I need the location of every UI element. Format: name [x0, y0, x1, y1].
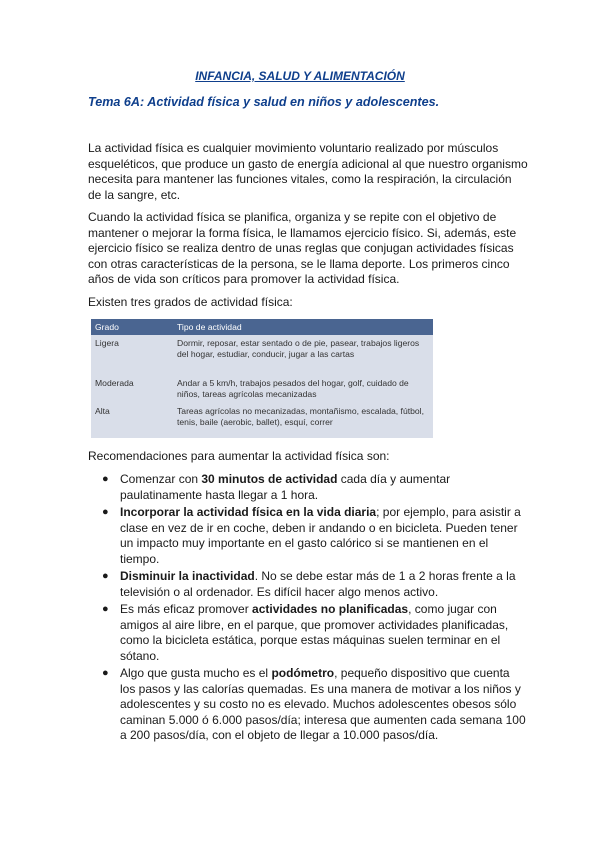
item-text: , como jugar con amigos al aire libre, en el parque, que promover actividades planificadas, como la bicicleta estática, porque estas máquinas suelen terminar en el sótano.	[120, 602, 509, 663]
list-item	[88, 472, 528, 503]
item-text: Comenzar con	[120, 472, 202, 486]
list-item	[88, 569, 528, 600]
bullet-icon: ●	[102, 570, 109, 582]
table-cell-tipo: Dormir, reposar, estar sentado o de pie, pasear, trabajos ligeros del hogar, estudiar, conducir, jugar a las cartas	[173, 335, 433, 372]
table-row	[91, 335, 433, 372]
bullet-icon: ●	[102, 603, 109, 615]
table-row	[91, 402, 433, 438]
paragraph-recommendations-intro: Recomendaciones para aumentar la actividad física son:	[88, 449, 390, 463]
activity-grades-table	[91, 319, 433, 438]
item-text: ; por ejemplo, para asistir a clase en vez de ir en coche, deben ir andando o en bicicleta. Pueden tener un impacto muy importante en el gasto calórico si se mantienen en el tiempo.	[120, 505, 521, 566]
item-text: Algo que gusta mucho es el	[120, 666, 272, 680]
paragraph-exercise: Cuando la actividad física se planifica, organiza y se repite con el objetivo de mantener o mejorar la forma física, le llamamos ejercicio físico. Si, además, este ejercicio físico se realiza dentro de unas reglas que conjugan actividades físicas con otras características de la persona, se le llama deporte. Los primeros cinco años de vida son críticos para promover la actividad física.	[88, 210, 517, 286]
paragraph-definition: La actividad física es cualquier movimiento voluntario realizado por músculos esqueléticos, que produce un gasto de energía adicional al que nuestro organismo necesita para mantener las funciones vitales, como la respiración, la circulación de la sangre, etc.	[88, 141, 528, 202]
table-cell-grado: Moderada	[91, 372, 173, 402]
list-item	[88, 602, 528, 664]
item-emphasis: Disminuir la inactividad	[120, 569, 255, 583]
item-text: . No se debe estar más de 1 a 2 horas frente a la televisión o al ordenador. Es difícil hacer algo menos activo.	[120, 569, 516, 599]
recommendations-list	[88, 472, 528, 746]
item-emphasis: Incorporar la actividad física en la vida diaria	[120, 505, 377, 519]
list-item	[88, 666, 528, 744]
bullet-icon: ●	[102, 506, 109, 518]
table-header-grado: Grado	[91, 319, 173, 335]
item-emphasis: podómetro	[271, 666, 335, 680]
document-subtitle: Tema 6A: Actividad física y salud en niños y adolescentes.	[88, 95, 440, 109]
bullet-icon: ●	[102, 667, 109, 679]
list-item	[88, 505, 528, 567]
paragraph-grades-intro: Existen tres grados de actividad física:	[88, 295, 293, 309]
item-emphasis: actividades no planificadas	[252, 602, 409, 616]
item-text: cada día y aumentar paulatinamente hasta llegar a 1 hora.	[120, 472, 451, 502]
item-text: Es más eficaz promover	[120, 602, 253, 616]
table-cell-tipo: Tareas agrícolas no mecanizadas, montañismo, escalada, fútbol, tenis, baile (aerobic, ballet), esquí, correr	[173, 402, 433, 438]
table-header-row	[91, 319, 433, 335]
item-text: , pequeño dispositivo que cuenta los pasos y las calorías quemadas. Es una manera de motivar a los niños y adolescentes y su costo no es elevado. Muchos adolescentes obesos sólo caminan 5.000 ó 6.000 pasos/día; interesa que aumenten cada semana 100 a 200 pasos/día, con el objeto de llegar a 10.000 pasos/día.	[120, 666, 526, 742]
bullet-icon: ●	[102, 473, 109, 485]
table-row	[91, 372, 433, 402]
item-emphasis: 30 minutos de actividad	[201, 472, 338, 486]
document-title: INFANCIA, SALUD Y ALIMENTACIÓN	[195, 69, 405, 83]
table-cell-tipo: Andar a 5 km/h, trabajos pesados del hogar, golf, cuidado de niños, tareas agrícolas mecanizadas	[173, 372, 433, 402]
table-header-tipo: Tipo de actividad	[173, 319, 433, 335]
table-cell-grado: Ligera	[91, 335, 173, 372]
table-cell-grado: Alta	[91, 402, 173, 438]
